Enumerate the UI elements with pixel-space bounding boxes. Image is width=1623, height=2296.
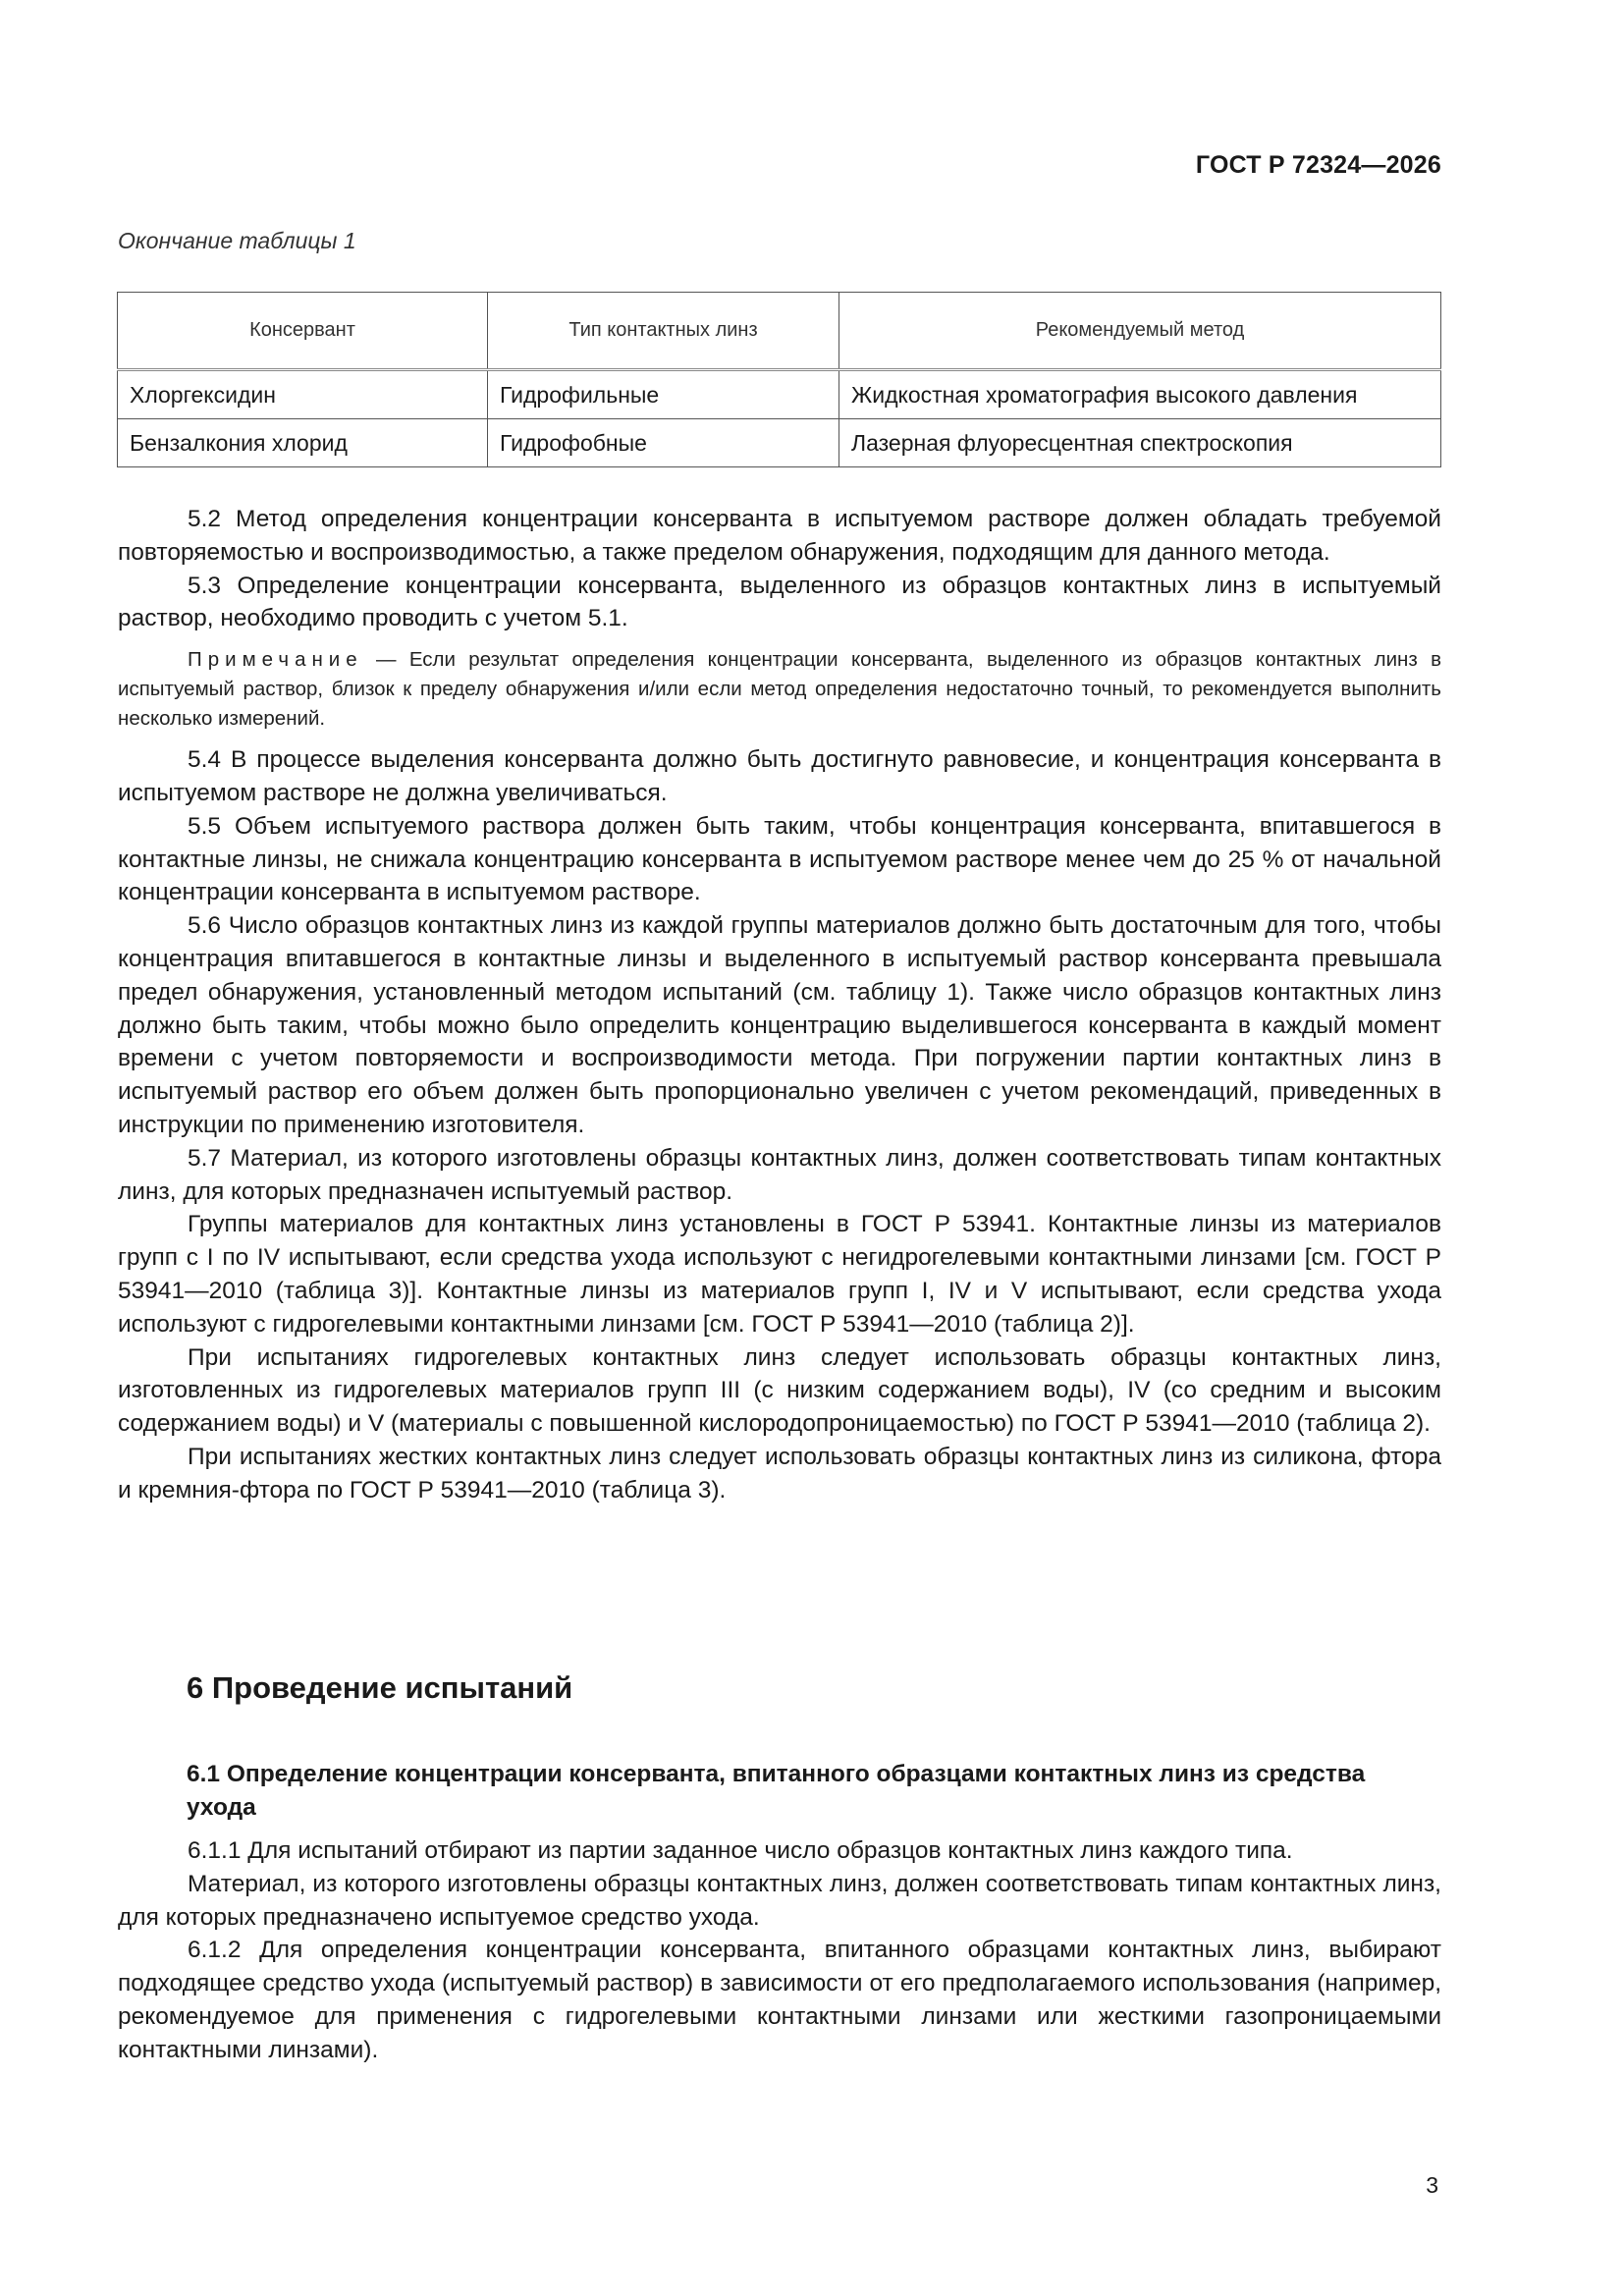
table-header-row [118,293,1441,370]
section-6-title: 6 Проведение испытаний [187,1670,573,1705]
note-text: — Если результат определения концентрации консерванта, выделенного из образцов контактных линз в испытуемый раствор, близок к пределу обнаружения и/или если метод определения недостаточно точный, то рекомендуется выполнить несколько измерений. [118,648,1441,731]
paragraph-5-4: 5.4 В процессе выделения консерванта должно быть достигнуто равновесие, и концентрация консерванта в испытуемом растворе не должна увеличиваться. [118,746,1441,806]
table-header-cell: Консервант [118,293,488,370]
table-cell: Бензалкония хлорид [118,419,488,467]
table-row [118,419,1441,467]
table-header-cell: Рекомендуемый метод [839,293,1441,370]
paragraph-5-3: 5.3 Определение концентрации консерванта, выделенного из образцов контактных линз в испытуемый раствор, необходимо проводить с учетом 5.1. [118,572,1441,632]
table-cell: Жидкостная хроматография высокого давления [839,370,1441,419]
table-row [118,370,1441,419]
table-header-cell: Тип контактных линз [488,293,839,370]
paragraph-5-6: 5.6 Число образцов контактных линз из каждой группы материалов должно быть достаточным для того, чтобы концентрация впитавшегося в контактные линзы и выделенного в испытуемый раствор консерванта превышала предел обнаружения, установленный методом испытаний (см. таблицу 1). Также число образцов контактных линз должно быть таким, чтобы можно было определить концентрацию выделившегося консерванта в каждый момент времени с учетом повторяемости и воспроизводимости метода. При погружении партии контактных линз в испытуемый раствор его объем должен быть пропорционально увеличен с учетом рекомендаций, приведенных в инструкции по применению изготовителя. [118,912,1441,1138]
table-cell: Хлоргексидин [118,370,488,419]
section-5-body [118,503,1441,1507]
table-caption: Окончание таблицы 1 [118,228,356,253]
paragraph-5-5: 5.5 Объем испытуемого раствора должен быть таким, чтобы концентрация консерванта, впитавшегося в контактные линзы, не снижала концентрацию консерванта в испытуемом растворе менее чем до 25 % от начальной концентрации консерванта в испытуемом растворе. [118,812,1441,906]
paragraph-6-1-1-material: Материал, из которого изготовлены образцы контактных линз, должен соответствовать типам контактных линз, для которых предназначено испытуемое средство ухода. [118,1870,1441,1931]
section-6-body [118,1834,1441,2067]
table-cell: Гидрофильные [488,370,839,419]
paragraph-5-7: 5.7 Материал, из которого изготовлены образцы контактных линз, должен соответствовать типам контактных линз, для которых предназначен испытуемый раствор. [118,1144,1441,1205]
subsection-6-1-title: 6.1 Определение концентрации консерванта, впитанного образцами контактных линз из средства ухода [187,1761,1366,1821]
note [118,645,1441,734]
paragraph-6-1-2: 6.1.2 Для определения концентрации консерванта, впитанного образцами контактных линз, выбирают подходящее средство ухода (испытуемый раствор) в зависимости от его предполагаемого использования (например, рекомендуемое для применения с гидрогелевыми контактными линзами или жесткими газопроницаемыми контактными линзами). [118,1937,1441,2063]
paragraph-5-7-groups: Группы материалов для контактных линз установлены в ГОСТ Р 53941. Контактные линзы из материалов групп с I по IV испытывают, если средства ухода используют с негидрогелевыми контактными линзами [см. ГОСТ Р 53941—2010 (таблица 3)]. Контактные линзы из материалов групп I, IV и V испытывают, если средства ухода используют с гидрогелевыми контактными линзами [см. ГОСТ Р 53941—2010 (таблица 2)]. [118,1211,1441,1338]
table-cell: Лазерная флуоресцентная спектроскопия [839,419,1441,467]
table-cell: Гидрофобные [488,419,839,467]
paragraph-5-7-rigid: При испытаниях жестких контактных линз следует использовать образцы контактных линз из силикона, фтора и кремния-фтора по ГОСТ Р 53941—2010 (таблица 3). [118,1443,1441,1503]
document-code: ГОСТ Р 72324—2026 [1195,151,1441,179]
preservative-table [117,292,1441,467]
note-label: Примечание [188,648,363,672]
paragraph-5-7-hydrogel: При испытаниях гидрогелевых контактных линз следует использовать образцы контактных линз, изготовленных из гидрогелевых материалов групп III (с низким содержанием воды), IV (со средним и высоким содержанием воды) и V (материалы с повышенной кислородопроницаемостью) по ГОСТ Р 53941—2010 (таблица 2). [118,1343,1441,1438]
paragraph-6-1-1: 6.1.1 Для испытаний отбирают из партии заданное число образцов контактных линз каждого типа. [188,1837,1293,1864]
page-number: 3 [1426,2172,1438,2198]
paragraph-5-2: 5.2 Метод определения концентрации консерванта в испытуемом растворе должен обладать требуемой повторяемостью и воспроизводимостью, а также пределом обнаружения, подходящим для данного метода. [118,506,1441,566]
